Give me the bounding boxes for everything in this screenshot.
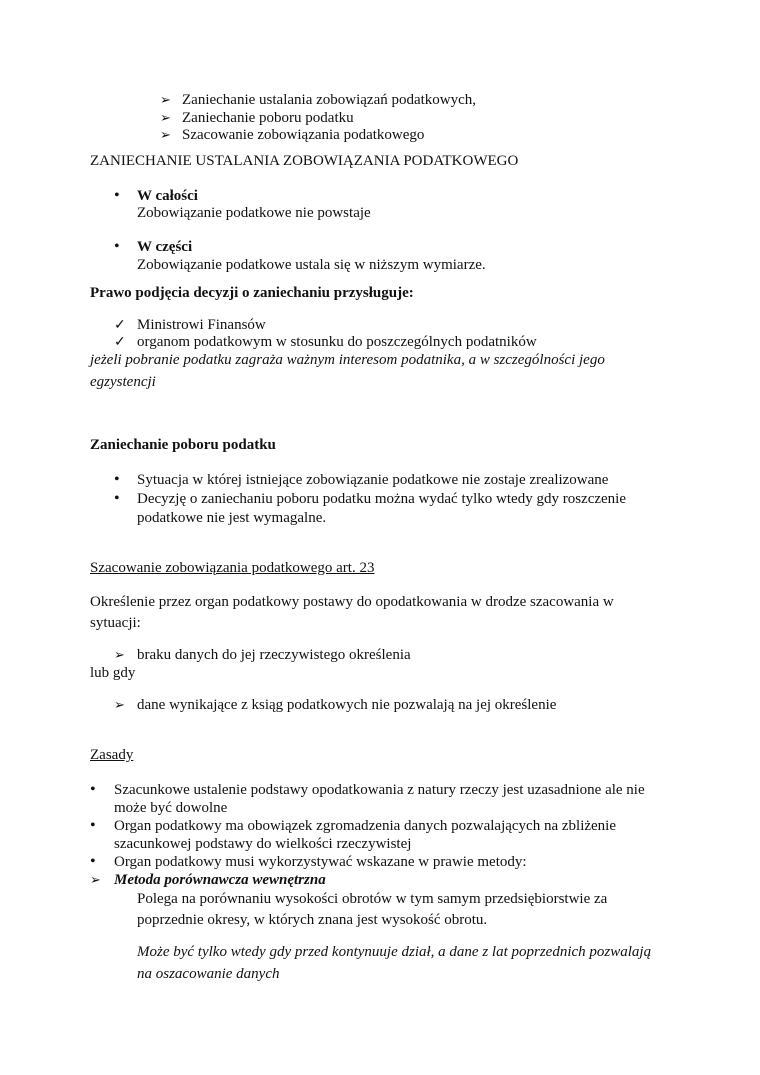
or-text: lub gdy	[90, 665, 136, 681]
method-note: Może być tylko wtedy gdy przed kontynuuje dział, a dane z lat poprzednich pozwalają	[137, 944, 652, 960]
arrow-bullet-icon	[160, 91, 171, 109]
bullet-icon	[114, 471, 120, 489]
condition-text: egzystencji	[90, 374, 156, 390]
bullet-text: Decyzję o zaniechaniu poboru podatku można wydać tylko wtedy gdy roszczenie	[137, 491, 626, 507]
bullet-icon	[90, 817, 96, 835]
bullet-icon	[114, 187, 120, 205]
arrow-bullet-icon	[160, 126, 171, 144]
item-title: W części	[137, 239, 193, 255]
arrow-bullet-icon	[90, 871, 101, 889]
section3-heading: Szacowanie zobowiązania podatkowego art. 23	[90, 560, 375, 576]
condition-text: jeżeli pobranie podatku zagraża ważnym interesom podatnika, a w szczególności jego	[90, 352, 605, 368]
intro-item: Zaniechanie ustalania zobowiązań podatkowych,	[182, 92, 477, 108]
bullet-text: może być dowolne	[114, 800, 228, 816]
check-icon	[114, 333, 126, 352]
arrow-bullet-icon	[114, 696, 125, 714]
item-desc: Zobowiązanie podatkowe nie powstaje	[137, 205, 371, 221]
method-title: Metoda porównawcza wewnętrzna	[114, 872, 326, 888]
check-item: Ministrowi Finansów	[137, 317, 266, 333]
case-text: braku danych do jej rzeczywistego określenia	[137, 647, 411, 663]
arrow-bullet-icon	[160, 109, 171, 127]
item-title: W całości	[137, 188, 198, 204]
section2-heading: Zaniechanie poboru podatku	[90, 437, 276, 453]
method-desc: poprzednie okresy, w których znana jest wysokość obrotu.	[137, 912, 488, 928]
arrow-bullet-icon	[114, 646, 125, 664]
paragraph: Określenie przez organ podatkowy postawy do opodatkowania w drodze szacowania w	[90, 594, 614, 610]
bullet-text: Organ podatkowy ma obowiązek zgromadzenia danych pozwalających na zbliżenie	[114, 818, 617, 834]
case-text: dane wynikające z ksiąg podatkowych nie pozwalają na jej określenie	[137, 697, 557, 713]
right-heading: Prawo podjęcia decyzji o zaniechaniu przysługuje:	[90, 285, 414, 301]
intro-item: Szacowanie zobowiązania podatkowego	[182, 127, 425, 143]
section4-heading: Zasady	[90, 747, 134, 763]
check-item: organom podatkowym w stosunku do poszczególnych podatników	[137, 334, 537, 350]
bullet-icon	[114, 238, 120, 256]
bullet-icon	[90, 781, 96, 799]
bullet-text: podatkowe nie jest wymagalne.	[137, 510, 327, 526]
bullet-icon	[90, 853, 96, 871]
intro-item: Zaniechanie poboru podatku	[182, 110, 354, 126]
paragraph: sytuacji:	[90, 615, 141, 631]
method-desc: Polega na porównaniu wysokości obrotów w tym samym przedsiębiorstwie za	[137, 891, 608, 907]
bullet-text: Organ podatkowy musi wykorzystywać wskazane w prawie metody:	[114, 854, 527, 870]
item-desc: Zobowiązanie podatkowe ustala się w niższym wymiarze.	[137, 257, 486, 273]
section1-heading: ZANIECHANIE USTALANIA ZOBOWIĄZANIA PODATKOWEGO	[90, 153, 519, 169]
bullet-icon	[114, 490, 120, 508]
method-note: na oszacowanie danych	[137, 966, 280, 982]
bullet-text: szacunkowej podstawy do wielkości rzeczywistej	[114, 836, 412, 852]
bullet-text: Sytuacja w której istniejące zobowiązanie podatkowe nie zostaje zrealizowane	[137, 472, 609, 488]
bullet-text: Szacunkowe ustalenie podstawy opodatkowania z natury rzeczy jest uzasadnione ale nie	[114, 782, 645, 798]
